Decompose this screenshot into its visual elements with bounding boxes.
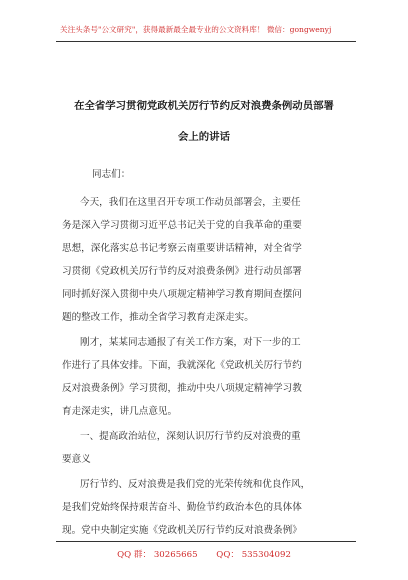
body-line: 作进行了具体安排。下面，我就深化《党政机关厉行节约 (62, 360, 302, 371)
body-line: 是我们党始终保持艰苦奋斗、勤俭节约政治本色的具体体 (62, 502, 302, 513)
footer-qq-group: QQ 群： 30265665 (117, 550, 198, 560)
header-banner: 关注头条号"公文研究"，获得最新最全最专业的公文资料库！ 微信：gongwenyj (60, 25, 332, 34)
body-line: 刚才，某某同志通报了有关工作方案，对下一步的工 (80, 337, 301, 348)
body-line: 育走深走实，讲几点意见。 (62, 406, 178, 417)
body-line: 习贯彻《党政机关厉行节约反对浪费条例》进行动员部署 (62, 266, 302, 277)
document-title-line-1: 在全省学习贯彻党政机关厉行节约反对浪费条例动员部署 (74, 100, 334, 112)
footer-qq: QQ： 535304092 (216, 550, 291, 560)
body-line: 今天，我们在这里召开专项工作动员部署会，主要任 (80, 197, 301, 208)
body-line: 厉行节约、反对浪费是我们党的光荣传统和优良作风， (80, 479, 311, 490)
body-line: 务是深入学习贯彻习近平总书记关于党的自我革命的重要 (62, 220, 302, 231)
section-heading-line: 要意义 (62, 454, 91, 465)
body-line: 现。党中央制定实施《党政机关厉行节约反对浪费条例》 (62, 525, 302, 536)
footer-contact (0, 548, 408, 560)
document-title-line-2: 会上的讲话 (178, 131, 230, 143)
body-line: 同时抓好深入贯彻中央八项规定精神学习教育期间查摆问 (62, 289, 302, 300)
greeting: 同志们： (92, 169, 131, 180)
header-divider (56, 41, 356, 42)
footer-divider (56, 541, 356, 542)
body-line: 题的整改工作，推动全省学习教育走深走实。 (62, 312, 254, 323)
body-line: 反对浪费条例》学习贯彻，推动中央八项规定精神学习教 (62, 383, 302, 394)
section-heading-line: 一、提高政治站位，深刻认识厉行节约反对浪费的重 (80, 431, 301, 442)
body-line: 思想，深化落实总书记考察云南重要讲话精神，对全省学 (62, 243, 302, 254)
